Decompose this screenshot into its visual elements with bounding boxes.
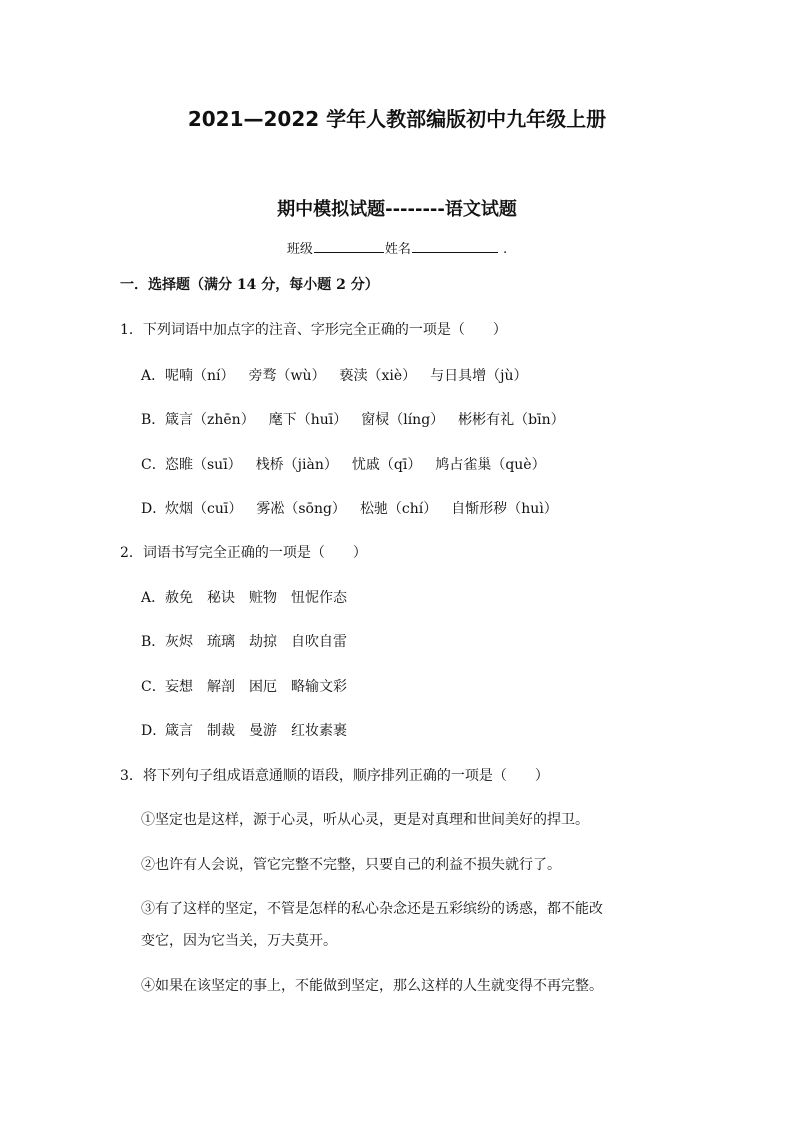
option-letter: B． [141,634,166,650]
exam-subtitle: 期中模拟试题--------语文试题 [277,199,517,220]
option-letter: C． [141,457,166,473]
name-label: 姓名 [384,242,411,257]
question-2-option-a[interactable] [141,587,361,607]
question-1-option-c[interactable] [141,454,560,474]
option-word: 箴言 [165,723,193,739]
option-word: 麾下（huī） [268,412,348,428]
question-3-sentence-3-cont: 变它，因为它当关，万夫莫开。 [141,933,337,949]
question-1-option-b[interactable] [141,409,579,429]
option-word: 自吹自雷 [291,634,347,650]
student-info-line [0,238,794,257]
question-2-stem: 2．词语书写完全正确的一项是（ ） [120,545,367,561]
option-word: 与日具增（jù） [430,368,528,384]
option-letter: C． [141,679,166,695]
option-word: 妄想 [165,679,193,695]
option-word: 劫掠 [249,634,277,650]
option-letter: D． [141,723,167,739]
question-3-stem: 3．将下列句子组成语意通顺的语段，顺序排列正确的一项是（ ） [120,768,549,784]
option-word: 困厄 [249,679,277,695]
option-letter: B． [141,412,166,428]
option-word: 彬彬有礼（bīn） [458,412,565,428]
option-word: 雾凇（sōng） [256,501,346,517]
option-word: 栈桥（jiàn） [255,457,338,473]
option-word: 解剖 [207,679,235,695]
option-word: 略输文彩 [291,679,347,695]
option-word: 窗棂（líng） [361,412,445,428]
option-word: 制裁 [207,723,235,739]
question-3-sentence-3: ③有了这样的坚定，不管是怎样的私心杂念还是五彩缤纷的诱惑，都不能改 [141,901,603,917]
option-word: 红妆素裹 [291,723,347,739]
option-letter: D． [141,501,167,517]
end-mark: . [503,242,508,257]
option-word: 琉璃 [207,634,235,650]
option-word: 旁骛（wù） [248,368,326,384]
question-1-option-d[interactable] [141,498,572,518]
question-3-sentence-1: ①坚定也是这样，源于心灵，听从心灵，更是对真理和世间美好的捍卫。 [141,812,589,828]
option-word: 忧戚（qī） [351,457,422,473]
option-word: 炊烟（cuī） [165,501,243,517]
option-word: 鸠占雀巢（què） [435,457,546,473]
exam-title: 2021—2022 学年人教部编版初中九年级上册 [187,107,607,131]
question-2-option-b[interactable] [141,631,361,651]
option-word: 呢喃（ní） [165,368,235,384]
option-letter: A． [141,368,166,384]
option-letter: A． [141,590,166,606]
option-word: 忸怩作态 [291,590,347,606]
name-blank[interactable] [412,238,498,253]
question-2-option-d[interactable] [141,720,361,740]
option-word: 赦免 [165,590,193,606]
option-word: 亵渎（xiè） [339,368,417,384]
option-word: 秘诀 [207,590,235,606]
option-word: 箴言（zhēn） [165,412,255,428]
question-1-option-a[interactable] [141,365,542,385]
option-word: 灰烬 [165,634,193,650]
option-word: 自惭形秽（huì） [451,501,558,517]
option-word: 曼游 [249,723,277,739]
question-3-sentence-4: ④如果在该坚定的事上，不能做到坚定，那么这样的人生就变得不再完整。 [141,978,603,994]
question-2-option-c[interactable] [141,676,361,696]
section-heading: 一．选择题（满分 14 分，每小题 2 分） [120,277,379,293]
option-word: 松驰（chí） [359,501,438,517]
question-1-stem: 1．下列词语中加点字的注音、字形完全正确的一项是（ ） [120,322,507,338]
option-word: 赃物 [249,590,277,606]
class-label: 班级 [286,242,313,257]
option-word: 恣睢（suī） [165,457,242,473]
question-3-sentence-2: ②也许有人会说，管它完整不完整，只要自己的利益不损失就行了。 [141,857,561,873]
class-blank[interactable] [314,238,384,253]
